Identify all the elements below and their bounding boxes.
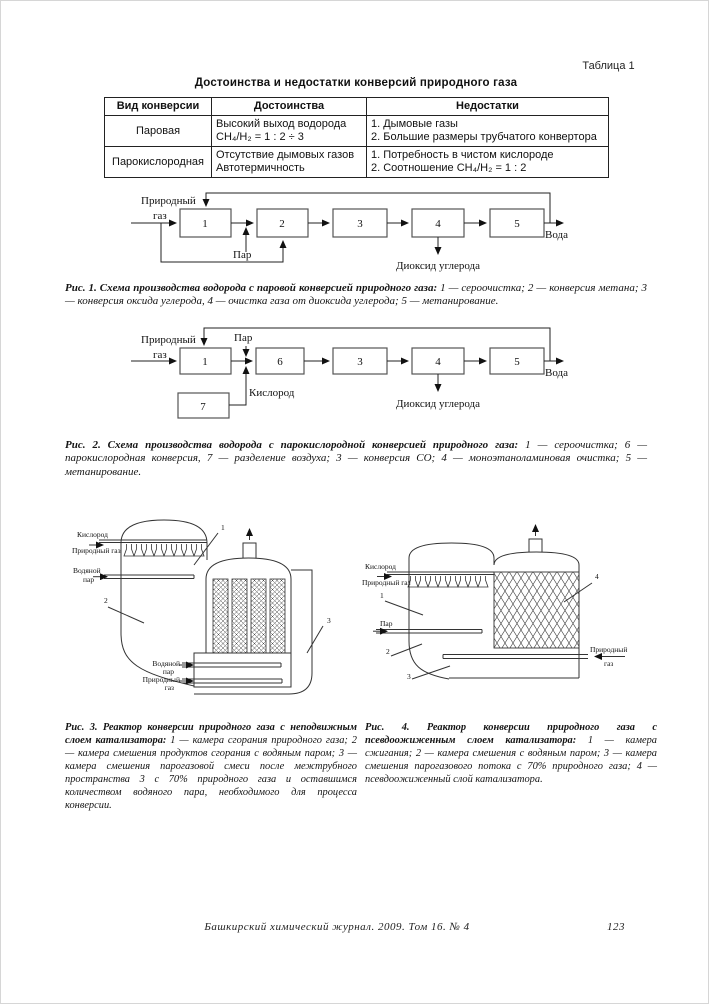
table-row xyxy=(105,147,609,178)
fig4-burner-nozzles xyxy=(408,576,488,587)
fig3-reactor-drawing xyxy=(61,513,371,713)
dis-line: 2. Соотношение CH₄/H₂ = 1 : 2 xyxy=(371,162,527,174)
fig1-feed-label-2: газ xyxy=(153,210,167,222)
fig4-caption-lead: Рис. 4. Реактор конверсии природного газа с псевдоожиженным слоем катализатора: xyxy=(365,722,657,746)
fig4-oxygen-label: Кислород xyxy=(365,562,396,571)
fig3-callout-3 xyxy=(307,616,331,653)
fig4-gas-distributor xyxy=(377,572,494,577)
fig2-box-7: 7 xyxy=(200,401,206,413)
fig2-steam-label: Пар xyxy=(234,332,253,344)
fig4-steam-label: Пар xyxy=(380,619,393,628)
fig3-steam-bottom-label-1: Водяной xyxy=(152,659,180,668)
fig4-callout-2 xyxy=(386,644,422,656)
fig2-flow-diagram xyxy=(101,321,581,433)
fig2-box-5: 5 xyxy=(514,356,520,368)
svg-text:1: 1 xyxy=(380,591,384,600)
cell-advantages xyxy=(212,147,367,178)
col-header-advantages: Достоинства xyxy=(212,98,367,116)
fig3-gas-bottom-label-1: Природный xyxy=(142,675,180,684)
svg-text:3: 3 xyxy=(407,672,411,681)
fig3-steam-top-label-1: Водяной xyxy=(73,566,101,575)
col-header-disadvantages: Недостатки xyxy=(367,98,609,116)
table-number-label: Таблица 1 xyxy=(582,60,635,72)
fig2-feed-label-2: газ xyxy=(153,349,167,361)
fig1-feed-label-1: Природный xyxy=(141,195,196,207)
dis-line: 2. Большие размеры трубчатого конвертора xyxy=(371,131,597,143)
fig2-oxygen-label: Кислород xyxy=(249,387,295,399)
svg-text:2: 2 xyxy=(104,596,108,605)
fig2-caption-body: 1 — сероочистка; 6 — парокислородная конверсия, 7 — разделение воздуха; 3 — конверсия СО; 4 — моноэтаноламиновая очистка; 5 —метанирование. xyxy=(65,439,647,478)
fig3-burner-nozzles xyxy=(124,544,204,556)
cell-advantages xyxy=(212,116,367,147)
fig2-feed-label-1: Природный xyxy=(141,334,196,346)
fig4-gas-inlet-right xyxy=(443,655,625,659)
fig4-caption xyxy=(365,721,657,786)
fig4-gas-right-label-1: Природный xyxy=(590,645,628,654)
fig1-caption-lead: Рис. 1. Схема производства водорода с паровой конверсией природного газа: xyxy=(65,282,438,294)
cell-disadvantages xyxy=(367,147,609,178)
table-row xyxy=(105,116,609,147)
comparison-table xyxy=(104,97,609,178)
fig1-box-2: 2 xyxy=(279,218,285,230)
fig2-box-1: 1 xyxy=(202,356,208,368)
fig4-caption-body: 1 — камера сжигания; 2 — камера смешения с водяным паром; 3 — камера смешения парогазового потока с 70% природного газа; 4 — псевдоожиженный слой катализатора. xyxy=(365,735,657,785)
fig2-box-4: 4 xyxy=(435,356,441,368)
fig4-callout-1 xyxy=(380,591,423,615)
fig4-fluidized-bed xyxy=(494,572,579,648)
fig1-caption xyxy=(65,282,647,309)
fig1-flow-diagram xyxy=(101,186,581,281)
fig3-caption-lead: Рис. 3. Реактор конверсии природного газа с неподвижным слоем катализатора: xyxy=(65,722,357,746)
fig2-water-label: Вода xyxy=(545,367,568,379)
fig2-co2-label: Диоксид углерода xyxy=(395,398,481,410)
fig2-caption-lead: Рис. 2. Схема производства водорода с парокислородной конверсией природного газа: xyxy=(65,439,519,451)
fig2-box-6: 6 xyxy=(277,356,283,368)
fig3-steam-bottom-label-2: пар xyxy=(162,667,174,676)
fig2-process-boxes xyxy=(178,348,544,418)
fig3-steam-inlet-top xyxy=(93,575,194,579)
fig1-box-4: 4 xyxy=(435,218,441,230)
fig3-gas-distributor xyxy=(89,540,207,545)
fig4-natural-gas-label: Природный газ xyxy=(362,578,411,587)
fig4-callout-3 xyxy=(407,666,450,681)
cell-kind: Паровая xyxy=(105,116,212,147)
fig3-callout-1 xyxy=(194,523,225,565)
adv-line: Автотермичность xyxy=(216,162,305,174)
fig1-co2-label: Диоксид углерода xyxy=(395,260,481,272)
fig1-caption-body: 1 — сероочистка; 2 — конверсия метана; 3 — конверсия оксида углерода, 4 — очистка газа от диоксида углерода; 5 — метанирование. xyxy=(65,282,648,308)
fig3-catalyst-tubes xyxy=(213,579,285,653)
fig2-box-3: 3 xyxy=(357,356,363,368)
svg-text:4: 4 xyxy=(595,572,599,581)
fig1-box-3: 3 xyxy=(357,218,363,230)
fig3-gas-bottom-label-2: газ xyxy=(164,683,174,692)
fig1-water-label: Вода xyxy=(545,229,568,241)
fig3-natural-gas-label: Природный газ xyxy=(72,546,121,555)
fig4-gas-right-label-2: газ xyxy=(604,659,614,668)
fig2-caption xyxy=(65,439,647,479)
svg-text:3: 3 xyxy=(327,616,331,625)
col-header-kind: Вид конверсии xyxy=(105,98,212,116)
fig1-box-5: 5 xyxy=(514,218,520,230)
cell-disadvantages xyxy=(367,116,609,147)
journal-footer: Башкирский химический журнал. 2009. Том 16. № 4 xyxy=(204,921,470,933)
fig1-box-1: 1 xyxy=(202,218,208,230)
fig3-steam-top-label-2: пар xyxy=(83,575,95,584)
fig4-reactor-drawing xyxy=(361,513,671,713)
comparison-table-wrap xyxy=(104,97,609,178)
fig3-caption-body: 1 — камера сгорания природного газа; 2 — камера смешения продуктов сгорания с водяным паром; 3 — камера смешения парогазовой смеси после межтрубного пространства 3 с 70% природного газа и оставшимся количеством водяного пара, необходимого для процесса конверсии. xyxy=(65,735,357,811)
adv-line: Высокий выход водорода xyxy=(216,118,347,130)
adv-line: CH₄/H₂ = 1 : 2 ÷ 3 xyxy=(216,131,304,143)
fig1-steam-label: Пар xyxy=(233,249,252,261)
page-number: 123 xyxy=(607,921,625,933)
fig3-mixing-box xyxy=(179,653,291,687)
dis-line: 1. Дымовые газы xyxy=(371,118,458,130)
fig3-caption xyxy=(65,721,357,812)
fig4-steam-inlet xyxy=(373,630,482,634)
svg-text:2: 2 xyxy=(386,647,390,656)
cell-kind: Парокислородная xyxy=(105,147,212,178)
fig3-oxygen-label: Кислород xyxy=(77,530,108,539)
fig3-callout-2 xyxy=(104,596,144,623)
table-header-row xyxy=(105,98,609,116)
dis-line: 1. Потребность в чистом кислороде xyxy=(371,149,554,161)
adv-line: Отсутствие дымовых газов xyxy=(216,149,355,161)
svg-text:1: 1 xyxy=(221,523,225,532)
table-title: Достоинства и недостатки конверсий природного газа xyxy=(194,77,518,89)
